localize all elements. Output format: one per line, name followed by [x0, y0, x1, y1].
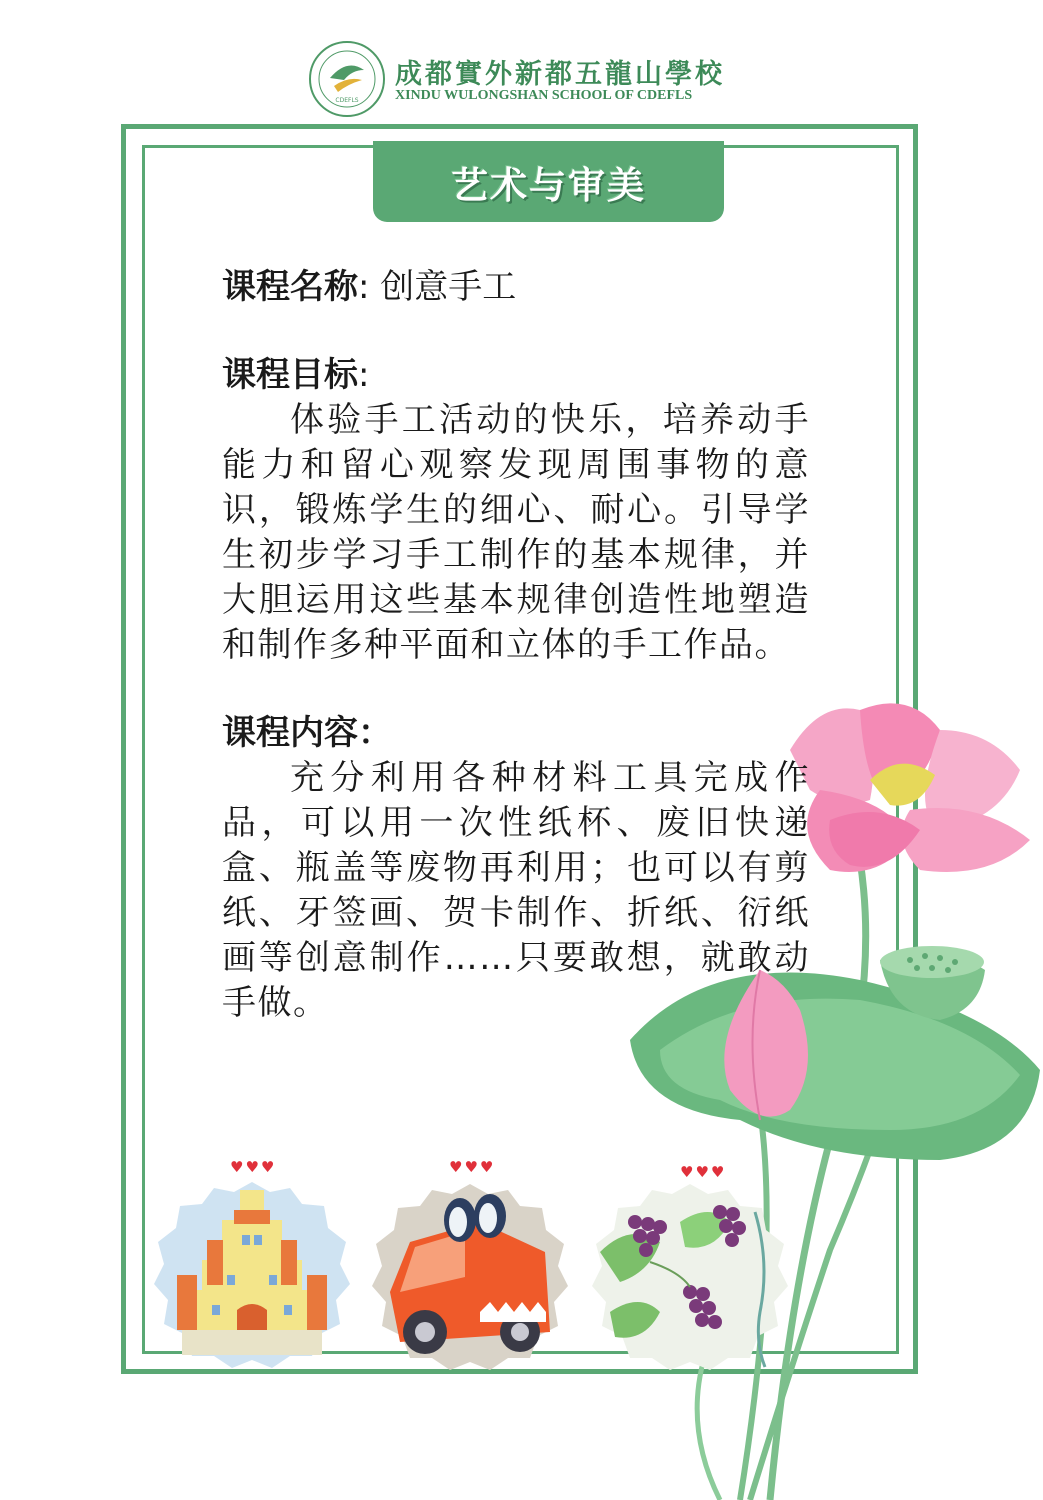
course-goal-text: 体验手工活动的快乐，培养动手能力和留心观察发现周围事物的意识，锻炼学生的细心、耐心。引导学生初步学习手工制作的基本规律，并大胆运用这些基本规律创造性地塑造和制作多种平面和立体的手工作品。 — [222, 400, 810, 665]
course-goal-sep: : — [358, 355, 370, 395]
course-name-row — [222, 265, 810, 310]
course-content-sep: ： — [358, 713, 392, 753]
school-logo — [308, 40, 386, 118]
hearts-decoration: ♥♥♥ — [449, 1158, 496, 1176]
course-goal-heading — [222, 353, 810, 398]
course-content-label: 课程内容 — [222, 713, 358, 753]
course-name-value: 创意手工 — [380, 267, 517, 307]
course-content-text: 充分利用各种材料工具完成作品，可以用一次性纸杯、废旧快递盒、瓶盖等废物再利用；也可以有剪纸、牙签画、贺卡制作、折纸、衍纸画等创意制作……只要敢想，就敢动手做。 — [222, 758, 810, 1023]
course-name-sep: : — [358, 267, 381, 307]
course-content-heading — [222, 711, 810, 756]
hearts-decoration: ♥♥♥ — [230, 1158, 277, 1176]
car-craft-photo — [370, 1182, 570, 1372]
course-content — [222, 265, 810, 1026]
hearts-decoration: ♥♥♥ — [680, 1163, 727, 1181]
course-name-label: 课程名称 — [222, 267, 358, 307]
school-name-en: XINDU WULONGSHAN SCHOOL OF CDEFLS — [395, 88, 693, 103]
category-title: 艺术与审美 — [451, 163, 646, 207]
category-title-tab — [373, 141, 724, 222]
school-name-cn: 成都實外新都五龍山學校 — [395, 59, 725, 90]
grapes-craft-photo — [590, 1182, 790, 1372]
course-goal-label: 课程目标 — [222, 355, 358, 395]
castle-craft-photo — [152, 1180, 352, 1370]
logo-text: CDEFLS — [335, 97, 359, 104]
